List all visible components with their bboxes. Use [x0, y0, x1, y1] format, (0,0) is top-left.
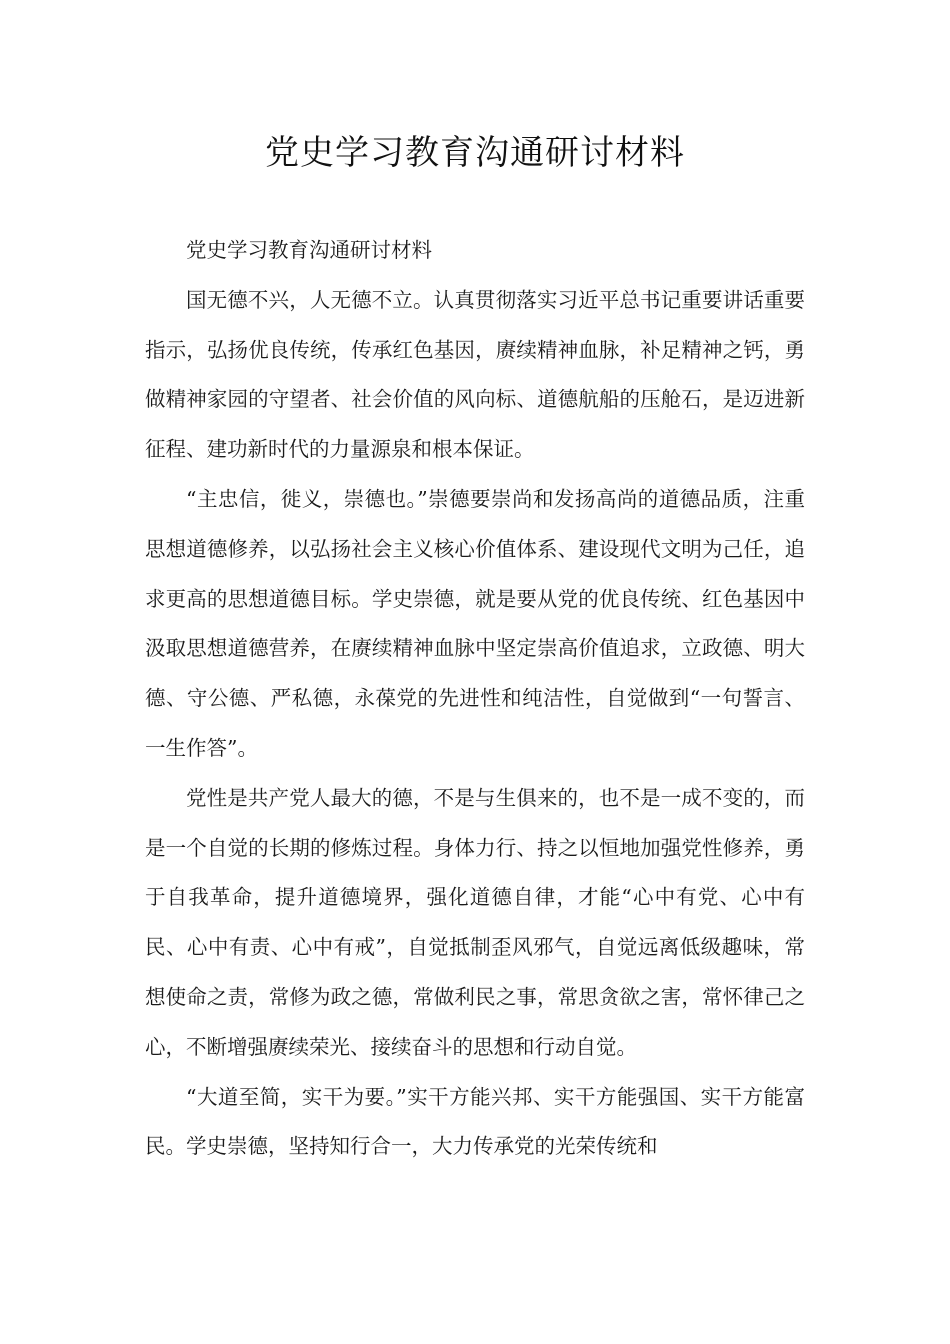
paragraph-2: 国无德不兴，人无德不立。认真贯彻落实习近平总书记重要讲话重要指示，弘扬优良传统，传承红色基因，赓续精神血脉，补足精神之钙，勇做精神家园的守望者、社会价值的风向标、道德航船的压舱石，是迈进新征程、建功新时代的力量源泉和根本保证。: [145, 287, 805, 462]
paragraph-3: “主忠信，徙义，崇德也。”崇德要崇尚和发扬高尚的道德品质，注重思想道德修养，以弘扬社会主义核心价值体系、建设现代文明为己任，追求更高的思想道德目标。学史崇德，就是要从党的优良传统、红色基因中汲取思想道德营养，在赓续精神血脉中坚定崇高价值追求，立政德、明大德、守公德、严私德，永葆党的先进性和纯洁性，自觉做到“一句誓言、一生作答”。: [145, 486, 805, 760]
paragraph-1: 党史学习教育沟通研讨材料: [186, 238, 432, 262]
paragraph-5: “大道至简，实干为要。”实干方能兴邦、实干方能强国、实干方能富民。学史崇德，坚持知行合一，大力传承党的光荣传统和: [145, 1084, 805, 1159]
document-body: [145, 226, 805, 1172]
document-title: 党史学习教育沟通研讨材料: [265, 133, 685, 173]
paragraph-4: 党性是共产党人最大的德，不是与生俱来的，也不是一成不变的，而是一个自觉的长期的修炼过程。身体力行、持之以恒地加强党性修养，勇于自我革命，提升道德境界，强化道德自律，才能“心中有党、心中有民、心中有责、心中有戒”，自觉抵制歪风邪气，自觉远离低级趣味，常想使命之责，常修为政之德，常做利民之事，常思贪欲之害，常怀律己之心，不断增强赓续荣光、接续奋斗的思想和行动自觉。: [145, 785, 805, 1059]
